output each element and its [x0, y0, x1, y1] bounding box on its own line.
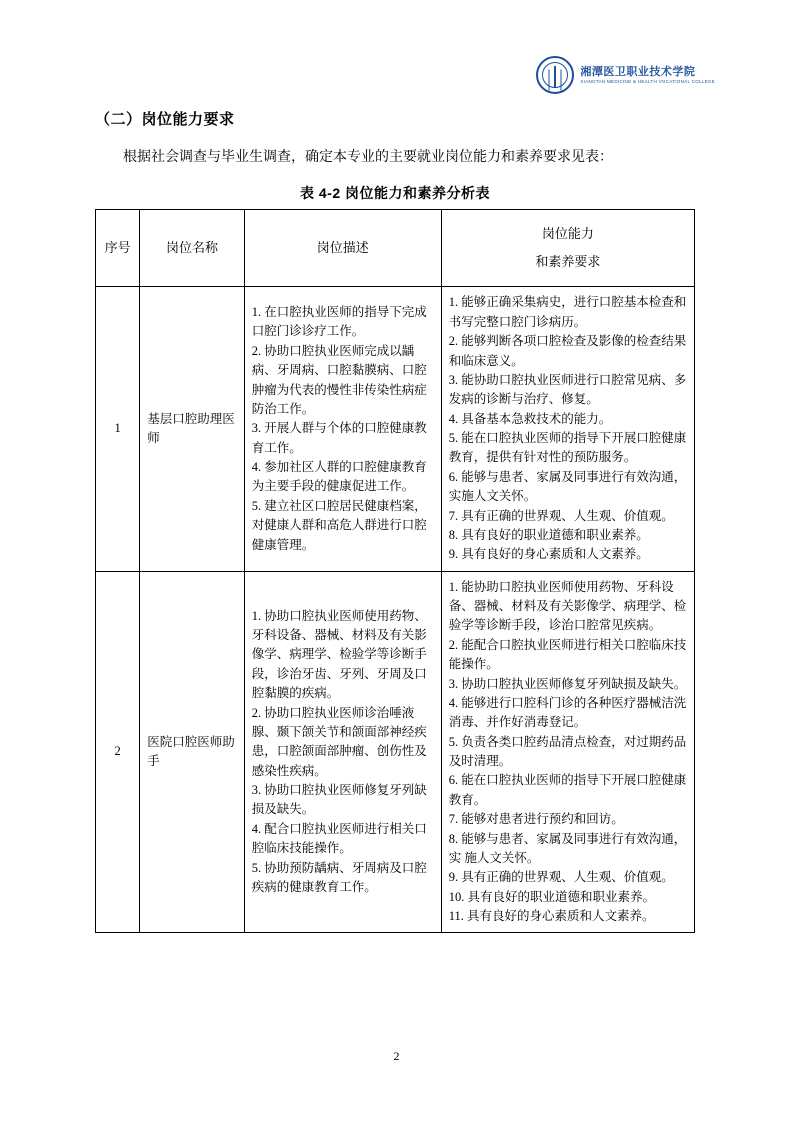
college-seal-icon [536, 56, 574, 94]
table-row [96, 571, 695, 933]
desc-item: 3. 协助口腔执业医师修复牙列缺损及缺失。 [251, 783, 427, 817]
header-requirements [441, 210, 694, 287]
row-job-requirements [441, 287, 694, 571]
page-number: 2 [393, 1049, 400, 1063]
desc-item: 1. 协助口腔执业医师使用药物、牙科设备、器械、材料及有关影像学、病理学、检验学等诊断手段，诊治牙齿、牙列、牙周及口腔黏膜的疾病。 [251, 608, 427, 701]
desc-item: 5. 建立社区口腔居民健康档案，对健康人群和高危人群进行口腔健康管理。 [251, 498, 427, 552]
desc-item: 4. 参加社区人群的口腔健康教育为主要手段的健康促进工作。 [251, 460, 427, 494]
row-job-description [244, 287, 441, 571]
desc-item: 2. 协助口腔执业医师诊治唾液腺、颞下颌关节和颌面部神经疾患，口腔颌面部肿瘤、创伤性及感染性疾病。 [251, 705, 427, 778]
req-item: 8. 具有良好的职业道德和职业素养。 [448, 527, 649, 542]
section-heading: （二）岗位能力要求 [95, 111, 235, 128]
req-item: 1. 能够正确采集病史，进行口腔基本检查和书写完整口腔门诊病历。 [448, 295, 687, 329]
desc-item: 1. 在口腔执业医师的指导下完成口腔门诊诊疗工作。 [251, 305, 427, 339]
table-row [96, 287, 695, 571]
row-job-name: 基层口腔助理医师 [140, 287, 245, 571]
req-item: 3. 能协助口腔执业医师进行口腔常见病、多发病的诊断与治疗、修复。 [448, 372, 687, 407]
req-item: 10. 具有良好的职业道德和职业素养。 [448, 889, 655, 904]
req-item: 2. 能配合口腔执业医师进行相关口腔临床技能操作。 [448, 637, 687, 672]
row-job-name: 医院口腔医师助手 [140, 571, 245, 933]
job-competency-table [95, 209, 695, 933]
college-name-en: XIANGTAN MEDICINE & HEALTH VOCATIONAL COLLEGE [580, 78, 715, 84]
college-name-cn: 湘潭医卫职业技术学院 [580, 66, 696, 79]
req-item: 7. 具有正确的世界观、人生观、价值观。 [448, 508, 674, 523]
desc-item: 5. 协助预防龋病、牙周病及口腔疾病的健康教育工作。 [251, 860, 427, 894]
table-caption: 表 4-2 岗位能力和素养分析表 [299, 185, 490, 202]
req-item: 4. 能够进行口腔科门诊的各种医疗器械洁洗消毒、并作好消毒登记。 [448, 695, 687, 730]
header-name: 岗位名称 [140, 210, 245, 287]
college-logo-text [580, 66, 715, 84]
req-item: 4. 具备基本急救技术的能力。 [448, 411, 612, 426]
header-no: 序号 [96, 210, 140, 287]
req-item: 5. 负责各类口腔药品清点检查，对过期药品及时清理。 [448, 734, 687, 769]
req-item: 8. 能够与患者、家属及同事进行有效沟通，实 施人文关怀。 [448, 831, 687, 865]
document-content [95, 108, 695, 933]
req-item: 11. 具有良好的身心素质和人文素养。 [448, 909, 655, 924]
table-header-row [96, 210, 695, 287]
row-job-requirements [441, 571, 694, 933]
row-number: 1 [96, 287, 140, 571]
req-item: 7. 能够对患者进行预约和回访。 [448, 812, 624, 827]
req-item: 6. 能在口腔执业医师的指导下开展口腔健康教育。 [448, 773, 687, 807]
req-item: 9. 具有良好的身心素质和人文素养。 [448, 547, 649, 562]
intro-paragraph: 根据社会调查与毕业生调查，确定本专业的主要就业岗位能力和素养要求见表： [123, 150, 613, 165]
req-item: 3. 协助口腔执业医师修复牙列缺损及缺失。 [448, 676, 687, 691]
desc-item: 4. 配合口腔执业医师进行相关口腔临床技能操作。 [251, 821, 427, 856]
req-item: 2. 能够判断各项口腔检查及影像的检查结果和临床意义。 [448, 334, 687, 368]
req-item: 1. 能协助口腔执业医师使用药物、牙科设备、器械、材料及有关影像学、病理学、检验学等诊断手段，诊治口腔常见疾病。 [448, 579, 687, 633]
header-requirements-line1: 岗位能力 [541, 226, 594, 242]
row-number: 2 [96, 571, 140, 933]
header-desc: 岗位描述 [244, 210, 441, 287]
row-job-description [244, 571, 441, 933]
req-item: 5. 能在口腔执业医师的指导下开展口腔健康教育，提供有针对性的预防服务。 [448, 431, 687, 465]
req-item: 6. 能够与患者、家属及同事进行有效沟通，实施人文关怀。 [448, 469, 687, 504]
desc-item: 3. 开展人群与个体的口腔健康教育工作。 [251, 421, 427, 455]
college-logo [536, 56, 715, 94]
desc-item: 2. 协助口腔执业医师完成以龋病、牙周病、口腔黏膜病、口腔肿瘤为代表的慢性非传染性病症防治工作。 [251, 343, 427, 416]
header-requirements-line2: 和素养要求 [535, 254, 601, 270]
req-item: 9. 具有正确的世界观、人生观、价值观。 [448, 870, 674, 885]
